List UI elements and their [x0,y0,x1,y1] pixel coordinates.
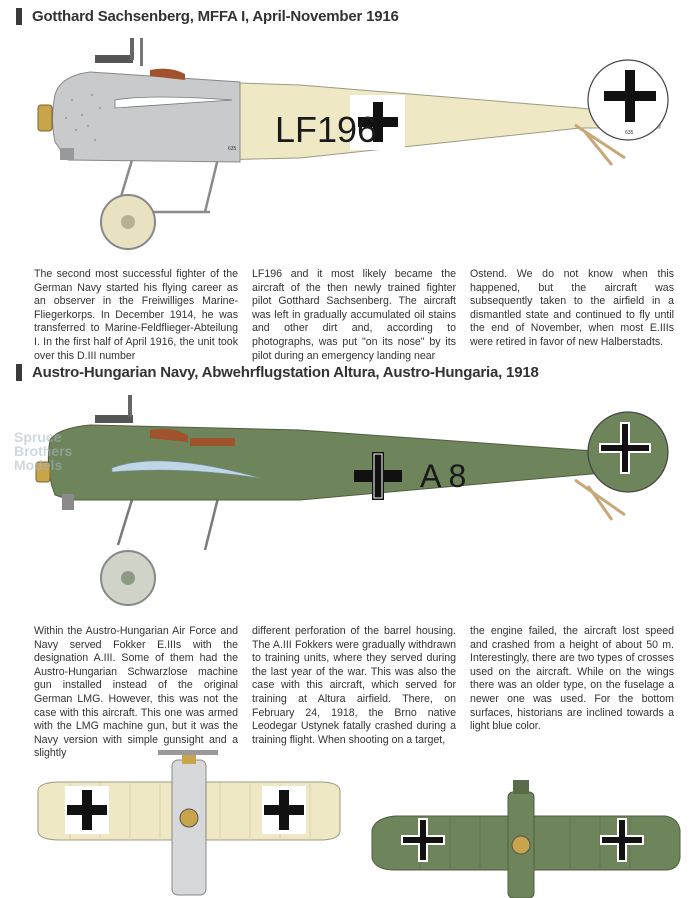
section2-text-col3: the engine failed, the aircraft lost speed and crashed from a height of about 50 m. Interestingly, there are two types of crosses used on the aircraft. While on the wings there was an older type, on the fuselage a newer one was used. For the bottom surfaces, historians are inclined towards a light blue color. [470,625,674,733]
wing-cross-right-icon [262,786,306,834]
registration-lf196: LF196 [275,109,378,150]
section1-title: Gotthard Sachsenberg, MFFA I, April-November 1916 [32,7,399,25]
planform-linen [38,750,340,895]
svg-text:Brothers: Brothers [14,443,73,459]
planform-green [372,780,680,898]
registration-a8: A 8 [420,458,467,494]
wing-cross-left-icon [65,786,109,834]
section2-title: Austro-Hungarian Navy, Abwehrflugstation Altura, Austro-Hungaria, 1918 [32,363,539,381]
svg-text:Spruce: Spruce [14,429,62,445]
section1-text-col2: LF196 and it most likely became the aircraft of the then newly trained fighter pilot Gotthard Sachsenberg. The aircraft was left in gradually accumulated oil stains and other dirt and, according to photographs, was put "on its nose" by its pilot during an emergency landing near [252,268,456,362]
section1-text-col3: Ostend. We do not know when this happened, but the aircraft was subsequently taken to the airfield in a dismantled state and continued to fly until the end of November, when most E.IIIs were retired in favor of new Halberstadts. [470,268,674,348]
section1-text-col1: The second most successful fighter of the German Navy started his flying career as an observer in the Freiwilliges Marine-Fliegerkorps. In December 1914, he was transferred to Marine-Feldflieger-Abteilung I. In the first half of April 1916, the unit took over this D.III number [34,268,238,362]
svg-text:635: 635 [228,146,237,152]
svg-text:635: 635 [625,130,634,136]
svg-text:Models: Models [14,457,63,473]
section2-text-col1: Within the Austro-Hungarian Air Force and Navy served Fokker E.IIIs with the designation A.III. Some of them had the Austro-Hungarian Schwarzlose machine gun installed instead of the original German LMG. However, this was not the case with this aircraft. This one was armed with the LMG machine gun, but it was the Navy version with simple gunsight and a slightly [34,625,238,760]
section2-text-col2: different perforation of the barrel housing. The A.III Fokkers were gradually withdrawn to training units, where they served during the last year of the war. This was also the case with this aircraft, which served for training at Altura airfield. There, on February 24, 1918, the Brno native Leodegar Ustynek fatally crashed during a training flight. When shooting on a target, [252,625,456,746]
